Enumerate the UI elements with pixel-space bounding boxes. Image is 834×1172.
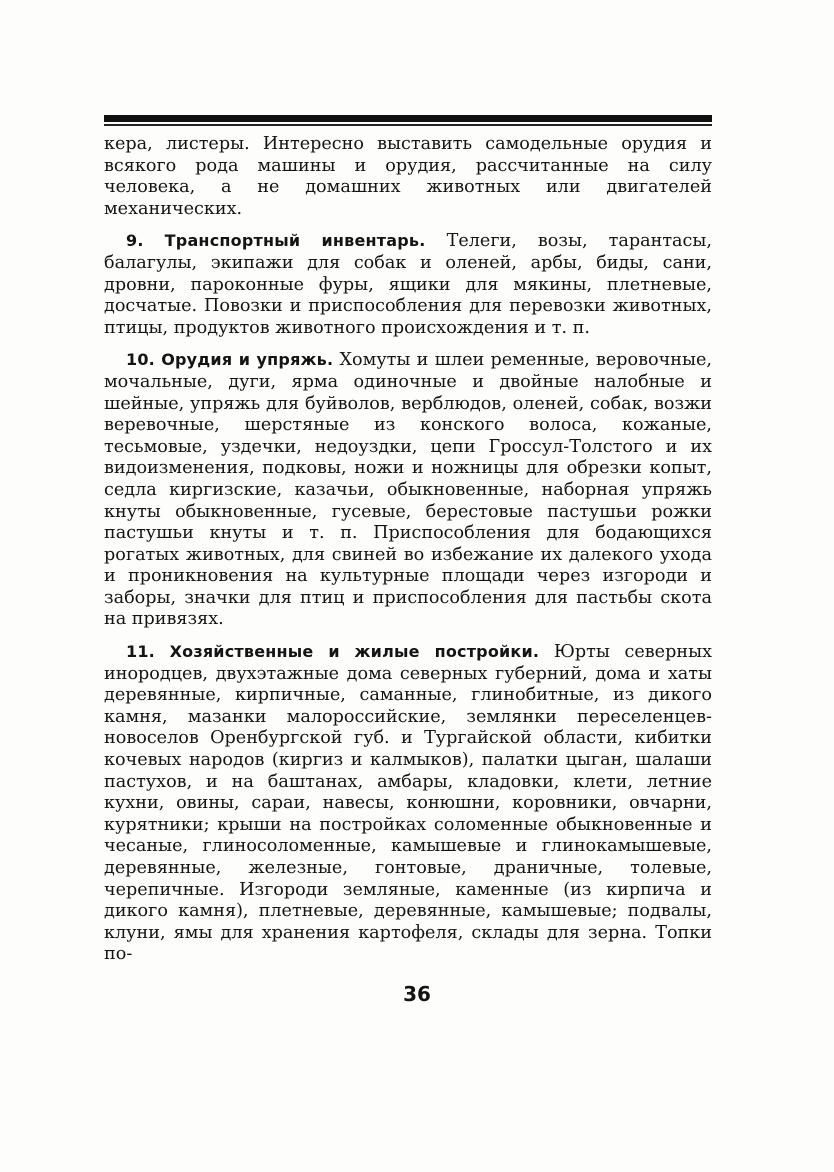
paragraph-number: 10. [126, 350, 155, 370]
page-number: 36 [403, 982, 431, 1006]
paragraph-text: Хомуты и шлеи ременные, веровочные, мочальные, дуги, ярма одиночные и двойные налобные и шейные, упряжь для буйволов, верблюдов, оленей, собак, возжи веревочные, шерстяные из конского волоса, кожаные, тесьмовые, уздечки, недоуздки, цепи Гроссул-Толстого и их видоизменения, подковы, ножи и ножницы для обрезки копыт, седла киргизские, казачьи, обыкновенные, наборная упряжь кнуты обыкновенные, гусевые, берестовые пастушьи рожки пастушьи кнуты и т. п. Приспособления для бодающихся рогатых животных, для свиней во избежание их далекого ухода и проникновения на культурные площади через изгороди и заборы, значки для птиц и приспособления для пастьбы скота на привязях. [104, 350, 713, 630]
header-rule [104, 115, 712, 122]
paragraph-buildings [104, 641, 712, 966]
header-rule-thin [104, 124, 712, 126]
paragraph-text: Телеги, возы, тарантасы, балагулы, экипажи для собак и оленей, арбы, биды, сани, дровни, пароконные фуры, ящики для мякины, плетневые, досчатые. Повозки и приспособления для перевозки животных, птицы, продуктов животного происхождения и т. п. [104, 231, 712, 338]
paragraph-continuation [104, 134, 712, 220]
paragraph-tools-harness [104, 349, 712, 631]
paragraph-heading: Орудия и упряжь. [161, 350, 334, 370]
paragraph-heading: Хозяйственные и жилые постройки. [169, 642, 540, 662]
paragraph-text: кера, листеры. Интересно выставить самодельные орудия и всякого рода машины и орудия, рассчитанные на силу человека, а не домашних животных или двигателей механических. [104, 134, 712, 219]
body-text [104, 134, 712, 976]
paragraph-number: 9. [126, 231, 144, 251]
paragraph-transport-inventory [104, 230, 712, 339]
paragraph-heading: Транспортный инвентарь. [164, 231, 426, 251]
paragraph-text: Юрты северных инородцев, двухэтажные дома северных губерний, дома и хаты деревянные, кирпичные, саманные, глинобитные, из дикого камня, мазанки малороссийские, землянки переселенцев-новоселов Оренбургской губ. и Тургайской области, кибитки кочевых народов (киргиз и калмыков), палатки цыган, шалаши пастухов, и на баштанах, амбары, кладовки, клети, летние кухни, овины, сараи, навесы, конюшни, коровники, овчарни, курятники; крыши на постройках соломенные обыкновенные и чесаные, глиносоломенные, камышевые и глинокамышевые, деревянные, железные, гонтовые, драничные, толевые, черепичные. Изгороди земляные, каменные (из кирпича и дикого камня), плетневые, деревянные, камышевые; подвалы, клуни, ямы для хранения картофеля, склады для зерна. Топки по- [104, 642, 712, 965]
paragraph-number: 11. [126, 642, 155, 662]
